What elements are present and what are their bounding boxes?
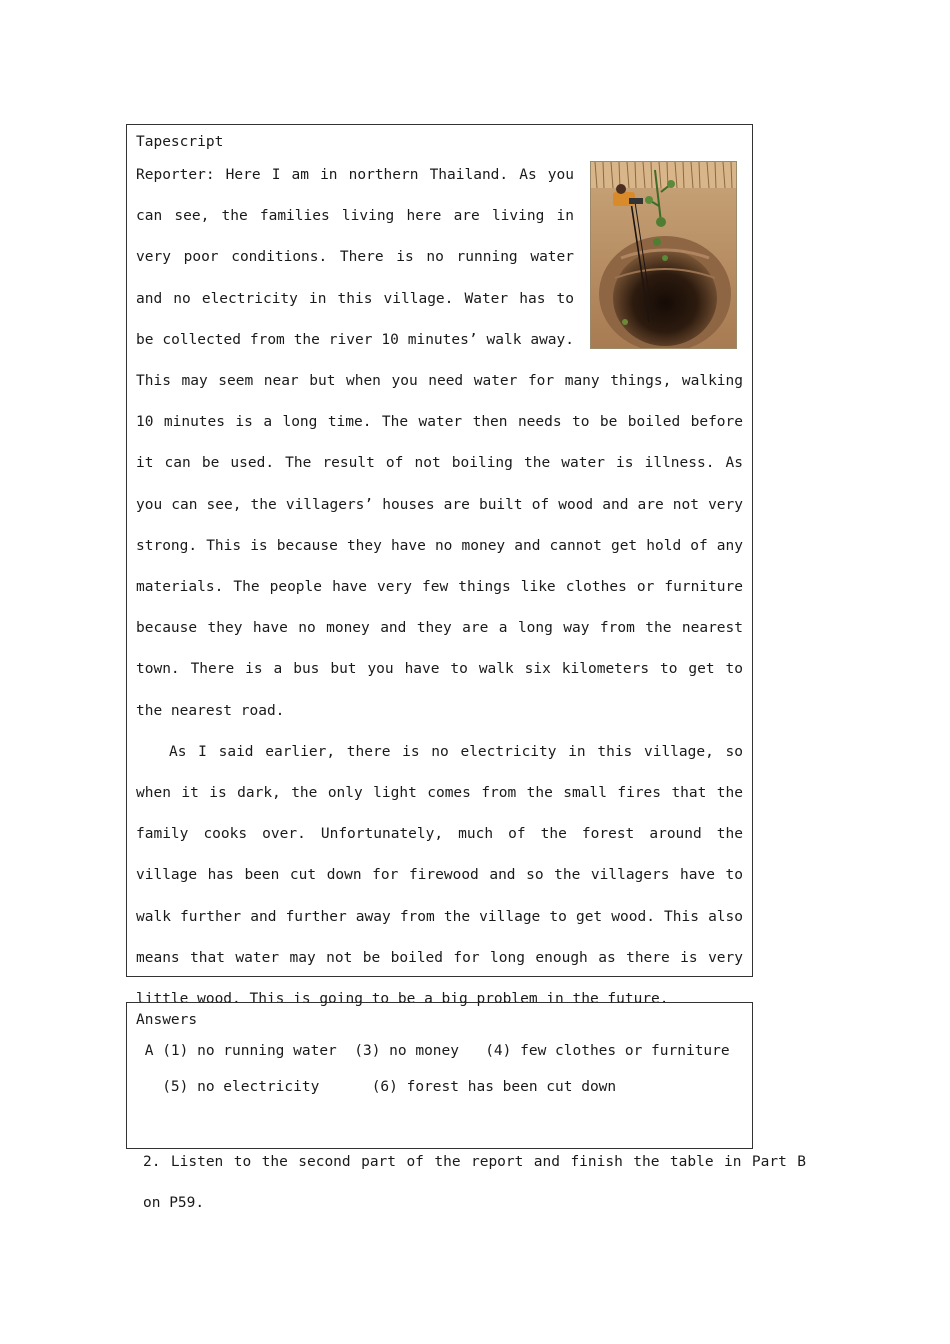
answers-heading: Answers xyxy=(136,1012,198,1028)
answers-box xyxy=(126,1002,753,1149)
question-2: 2. Listen to the second part of the report and finish the table in Part B on P59. xyxy=(143,1154,806,1212)
tapescript-box xyxy=(126,124,753,1008)
answers-line-1: A (1) no running water (3) no money (4) few clothes or furniture xyxy=(136,1043,730,1059)
tapescript-heading: Tapescript xyxy=(136,134,224,150)
village-well-photo xyxy=(590,161,737,349)
tapescript-paragraph-1: Reporter: Here I am in northern Thailand. As you can see, the families living here are living in very poor conditions. There is no running water and no electricity in this village. Water has to be collected from the river 10 minutes’ walk away. This may seem near but when you need water for many things, walking 10 minutes is a long time. The water then needs to be boiled before it can be used. The result of not boiling the water is illness. As you can see, the villagers’ houses are built of wood and are not very strong. This is because they have no money and cannot get hold of any materials. The people have very few things like clothes or furniture because they have no money and they are a long way from the nearest town. There is a bus but you have to walk six kilometers to get to the nearest road. xyxy=(136,167,743,719)
answers-line-2: (5) no electricity (6) forest has been cut down xyxy=(136,1079,617,1095)
tapescript-paragraph-2: As I said earlier, there is no electricity in this village, so when it is dark, the only light comes from the small fires that the family cooks over. Unfortunately, much of the forest around the village has been cut down for firewood and so the villagers have to walk further and further away from the village to get wood. This also means that water may not be boiled for long enough as there is very little wood. This is going to be a big problem in the future. xyxy=(136,743,743,1008)
